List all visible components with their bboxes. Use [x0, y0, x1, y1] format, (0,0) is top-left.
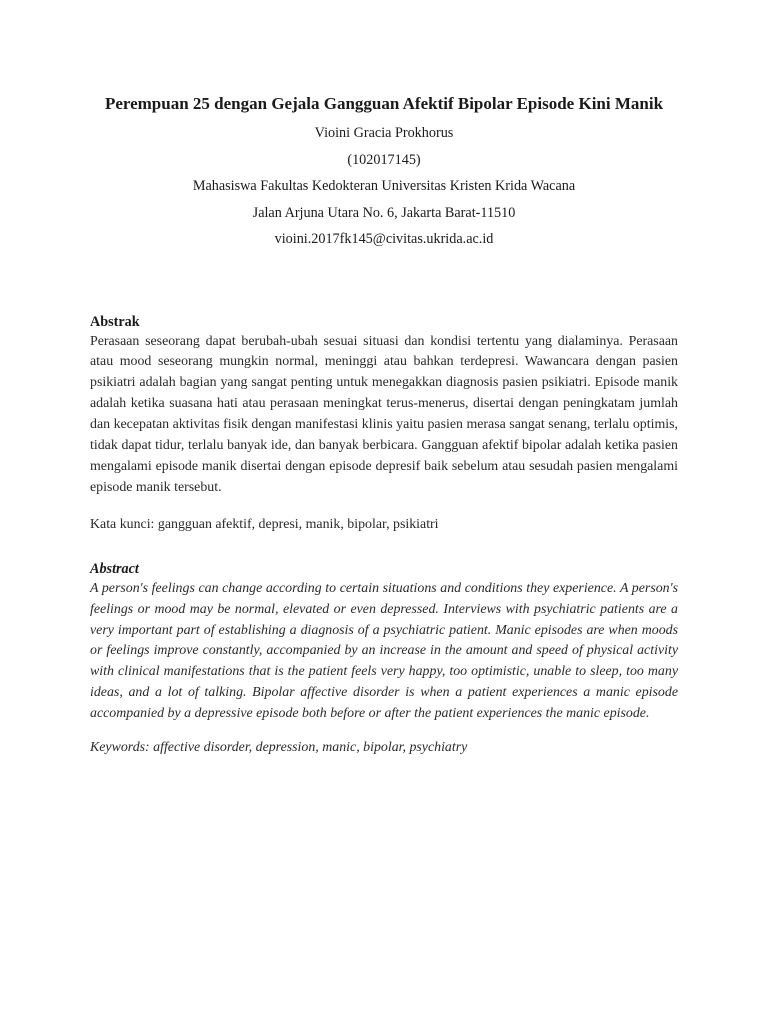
student-id: (102017145): [347, 151, 421, 168]
paper-page: [90, 93, 678, 758]
abstract-section: [90, 559, 678, 758]
address: Jalan Arjuna Utara No. 6, Jakarta Barat-11510: [252, 204, 516, 221]
keywords: Keywords: affective disorder, depression, manic, bipolar, psychiatry: [90, 740, 468, 756]
abstrak-section: [90, 312, 678, 535]
paper-title: Perempuan 25 dengan Gejala Gangguan Afektif Bipolar Episode Kini Manik: [104, 94, 664, 113]
kata-kunci: Kata kunci: gangguan afektif, depresi, manik, bipolar, psikiatri: [90, 516, 439, 532]
affiliation: Mahasiswa Fakultas Kedokteran Universitas Kristen Krida Wacana: [192, 178, 576, 194]
email: vioini.2017fk145@civitas.ukrida.ac.id: [274, 231, 494, 247]
abstract-heading: Abstract: [90, 560, 139, 577]
abstract-text: A person's feelings can change according to certain situations and conditions they experience. A person's feelings or mood may be normal, elevated or even depressed. Interviews with psychiatric patients are a very important part of establishing a diagnosis of a psychiatric patient. Manic episodes are when moods or feelings improve constantly, accompanied by an increase in the amount and speed of physical activity with clinical manifestations that is the patient feels very happy, too optimistic, unable to sleep, too many ideas, and a lot of talking. Bipolar affective disorder is when a patient experiences a manic episode accompanied by a depressive episode both before or after the patient experiences the manic episode.: [90, 580, 678, 722]
abstrak-heading: Abstrak: [90, 313, 140, 330]
author-name: Vioini Gracia Prokhorus: [314, 125, 454, 141]
abstrak-text: Perasaan seseorang dapat berubah-ubah sesuai situasi dan kondisi tertentu yang dialaminya. Perasaan atau mood seseorang mungkin normal, meninggi atau bahkan terdepresi. Wawancara dengan pasien psikiatri adalah bagian yang sangat penting untuk menegakkan diagnosis pasien psikiatri. Episode manik adalah ketika suasana hati atau perasaan meningkat terus-menerus, disertai dengan peningkatam jumlah dan kecepatan aktivitas fisik dengan manifestasi klinis yaitu pasien merasa sangat senang, terlalu optimis, tidak dapat tidur, terlalu banyak ide, dan banyak berbicara. Gangguan afektif bipolar adalah ketika pasien mengalami episode manik disertai dengan episode depresif baik sebelum atau sesudah pasien mengalami episode manik tersebut.: [90, 333, 678, 495]
